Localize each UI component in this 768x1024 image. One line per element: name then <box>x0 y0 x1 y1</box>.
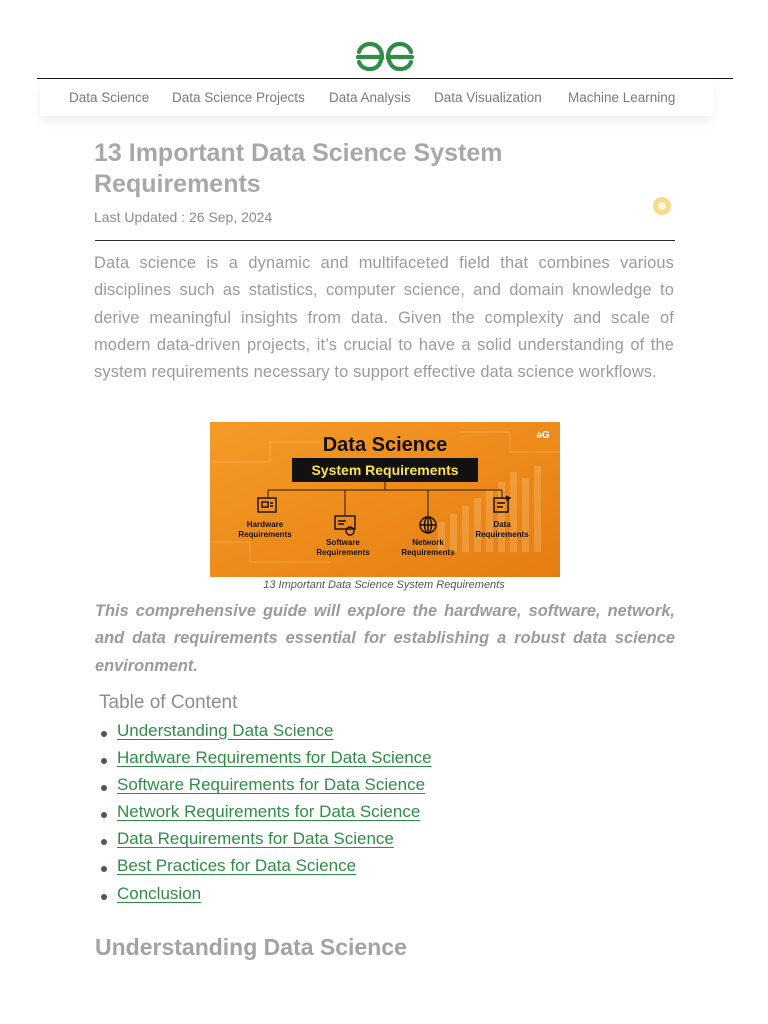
article-image <box>210 422 560 577</box>
figure-item-network-line1: Network <box>412 538 444 547</box>
figure-heading: Data Science <box>322 434 448 456</box>
last-updated <box>94 209 272 225</box>
nav-machine-learning[interactable]: Machine Learning <box>568 90 676 105</box>
figure-item-hardware-line1: Hardware <box>246 520 284 529</box>
article-title: 13 Important Data Science System Requirements <box>94 139 503 198</box>
figure-item-hardware-line2: Requirements <box>238 530 292 539</box>
figure-subheading: System Requirements <box>311 462 459 478</box>
table-of-contents <box>99 721 432 911</box>
toc-item <box>99 884 432 911</box>
nav-data-analysis[interactable]: Data Analysis <box>329 90 411 105</box>
toc-item <box>99 829 432 856</box>
toc-link-best-practices[interactable]: Best Practices for Data Science <box>117 856 357 876</box>
figure-item-network-line2: Requirements <box>401 548 455 557</box>
dot-icon[interactable] <box>653 197 671 215</box>
toc-title: Table of Content <box>99 692 238 713</box>
toc-link-data[interactable]: Data Requirements for Data Science <box>117 829 394 849</box>
section-heading: Understanding Data Science <box>95 934 407 960</box>
header-divider <box>37 78 733 79</box>
last-updated-label: Last Updated : <box>94 209 189 225</box>
toc-link-software[interactable]: Software Requirements for Data Science <box>117 775 426 795</box>
category-nav <box>40 80 714 116</box>
toc-item <box>99 775 432 802</box>
toc-link-conclusion[interactable]: Conclusion <box>117 883 202 903</box>
toc-item <box>99 856 432 883</box>
last-updated-date: 26 Sep, 2024 <box>188 209 273 225</box>
title-divider <box>95 240 675 241</box>
nav-data-science[interactable]: Data Science <box>69 90 150 105</box>
nav-data-science-projects[interactable]: Data Science Projects <box>172 90 305 105</box>
nav-data-visualization[interactable]: Data Visualization <box>434 90 542 105</box>
intro-paragraph: Data science is a dynamic and multifaceted field that combines various disciplines such as statistics, computer science, and domain knowledge to derive meaningful insights from data. Given the complexity and scale of modern data-driven projects, it’s crucial to have a solid understanding of the system requirements necessary to support effective data science workflows. <box>94 254 674 382</box>
toc-link-understanding[interactable]: Understanding Data Science <box>117 721 334 740</box>
network-icon <box>420 517 436 533</box>
toc-item <box>99 748 432 775</box>
figure-item-data-line2: Requirements <box>475 530 529 539</box>
gfg-logo-icon[interactable] <box>355 40 415 72</box>
toc-item <box>99 721 432 748</box>
toc-link-network[interactable]: Network Requirements for Data Science <box>117 802 421 822</box>
figure-item-software-line1: Software <box>326 538 360 547</box>
toc-item <box>99 802 432 829</box>
site-header <box>0 0 768 80</box>
figure-brand-mark: əG <box>536 430 550 441</box>
lead-paragraph: This comprehensive guide will explore the hardware, software, network, and data requirements essential for establishing a robust data science environment. <box>95 602 675 675</box>
image-caption: 13 Important Data Science System Requirements <box>263 579 505 591</box>
toc-link-hardware[interactable]: Hardware Requirements for Data Science <box>117 748 432 768</box>
figure-item-software-line2: Requirements <box>316 548 370 557</box>
figure-item-data-line1: Data <box>493 520 511 529</box>
